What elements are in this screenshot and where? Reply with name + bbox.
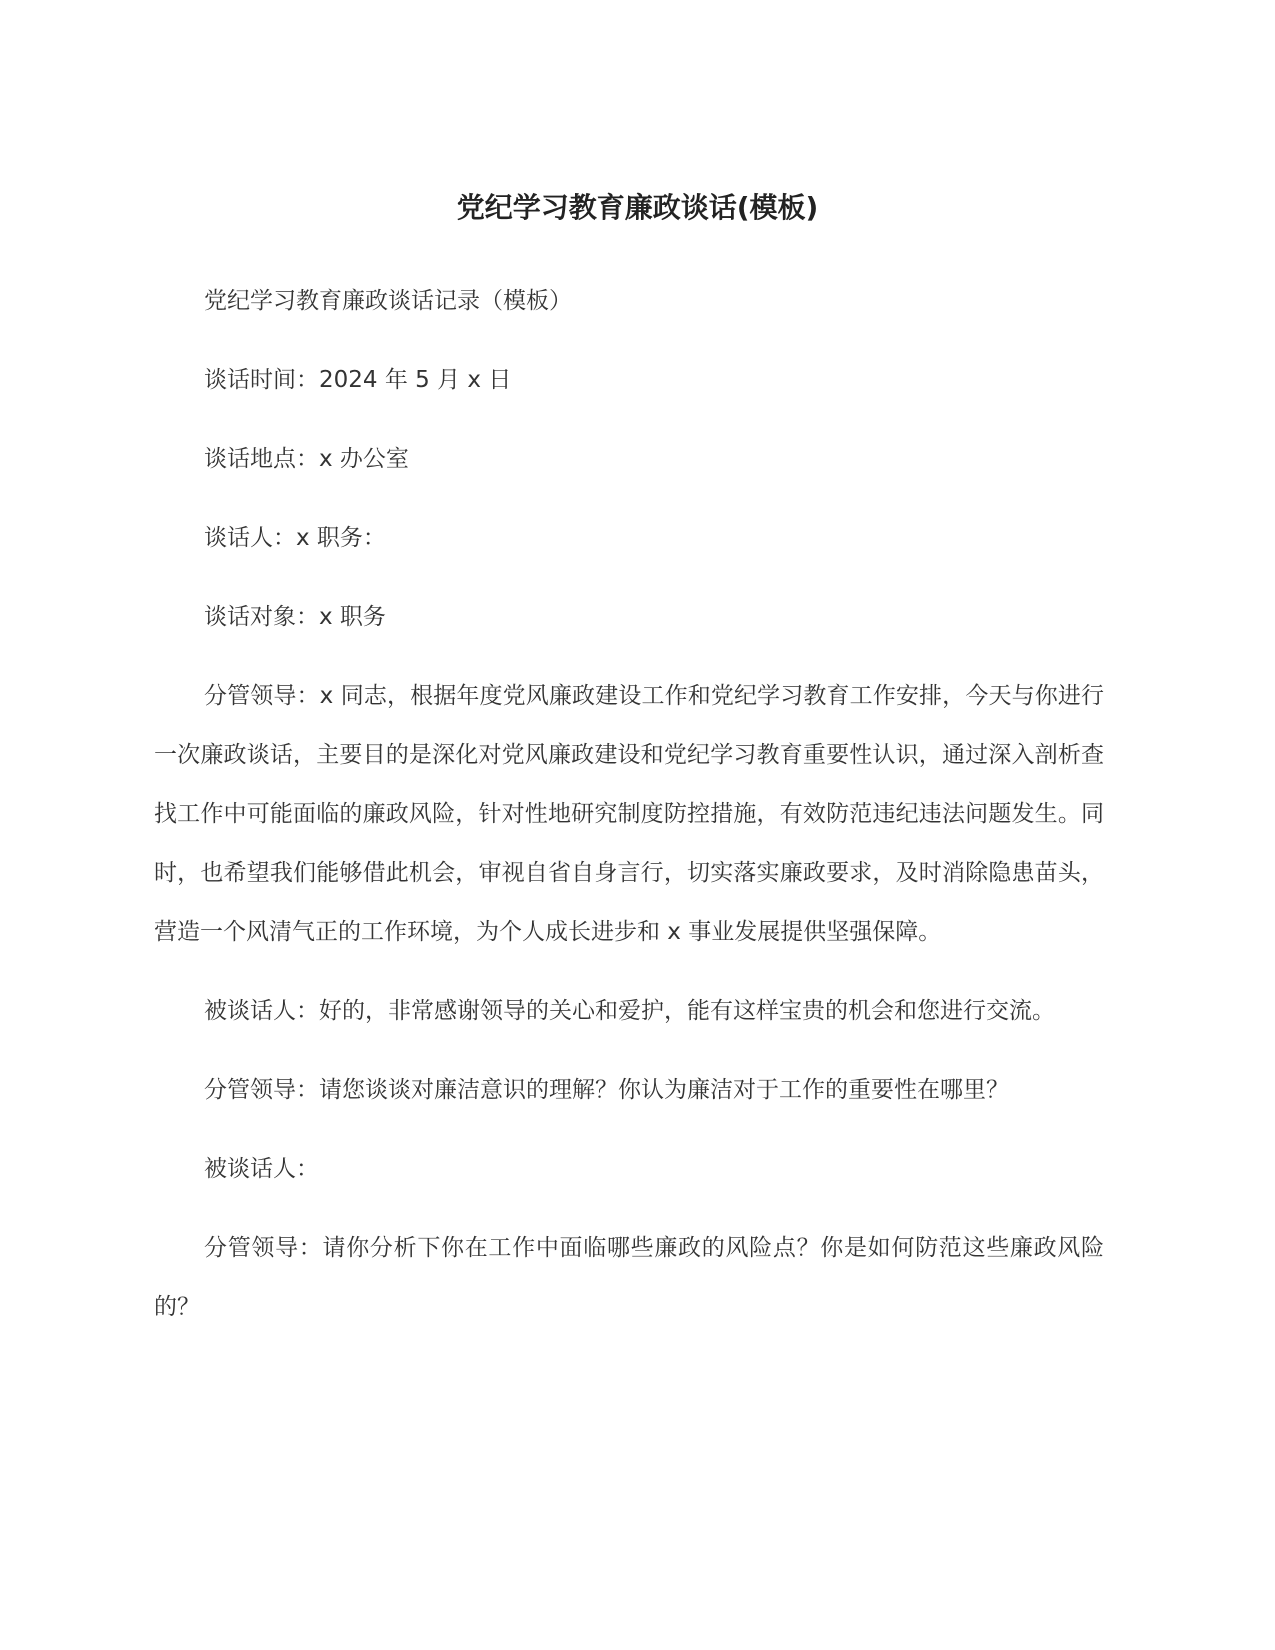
- paragraph-record-title: 党纪学习教育廉政谈话记录（模板）: [204, 288, 572, 314]
- document-title: 党纪学习教育廉政谈话(模板): [456, 191, 819, 224]
- paragraph-talk-time: 谈话时间：2024 年 5 月 x 日: [204, 367, 512, 393]
- paragraph-talker: 谈话人：x 职务：: [204, 525, 386, 551]
- paragraph-respondent-reply: 被谈话人：好的，非常感谢领导的关心和爱护，能有这样宝贵的机会和您进行交流。: [204, 998, 1055, 1024]
- paragraph-talk-subject: 谈话对象：x 职务: [204, 604, 386, 630]
- paragraph-leader-question-1: 分管领导：请您谈谈对廉洁意识的理解？你认为廉洁对于工作的重要性在哪里？: [204, 1077, 1009, 1103]
- paragraph-leader-question-2: 分管领导：请你分析下你在工作中面临哪些廉政的风险点？你是如何防范这些廉政风险的？: [154, 1235, 1104, 1320]
- document-body: [154, 272, 1104, 1357]
- paragraph-talk-location: 谈话地点：x 办公室: [204, 446, 409, 472]
- paragraph-respondent-answer: 被谈话人：: [204, 1156, 319, 1182]
- paragraph-leader-opening: 分管领导：x 同志，根据年度党风廉政建设工作和党纪学习教育工作安排，今天与你进行一次廉政谈话，主要目的是深化对党风廉政建设和党纪学习教育重要性认识，通过深入剖析查找工作中可能面临的廉政风险，针对性地研究制度防控措施，有效防范违纪违法问题发生。同时，也希望我们能够借此机会，审视自省自身言行，切实落实廉政要求，及时消除隐患苗头，营造一个风清气正的工作环境，为个人成长进步和 x 事业发展提供坚强保障。: [154, 683, 1104, 945]
